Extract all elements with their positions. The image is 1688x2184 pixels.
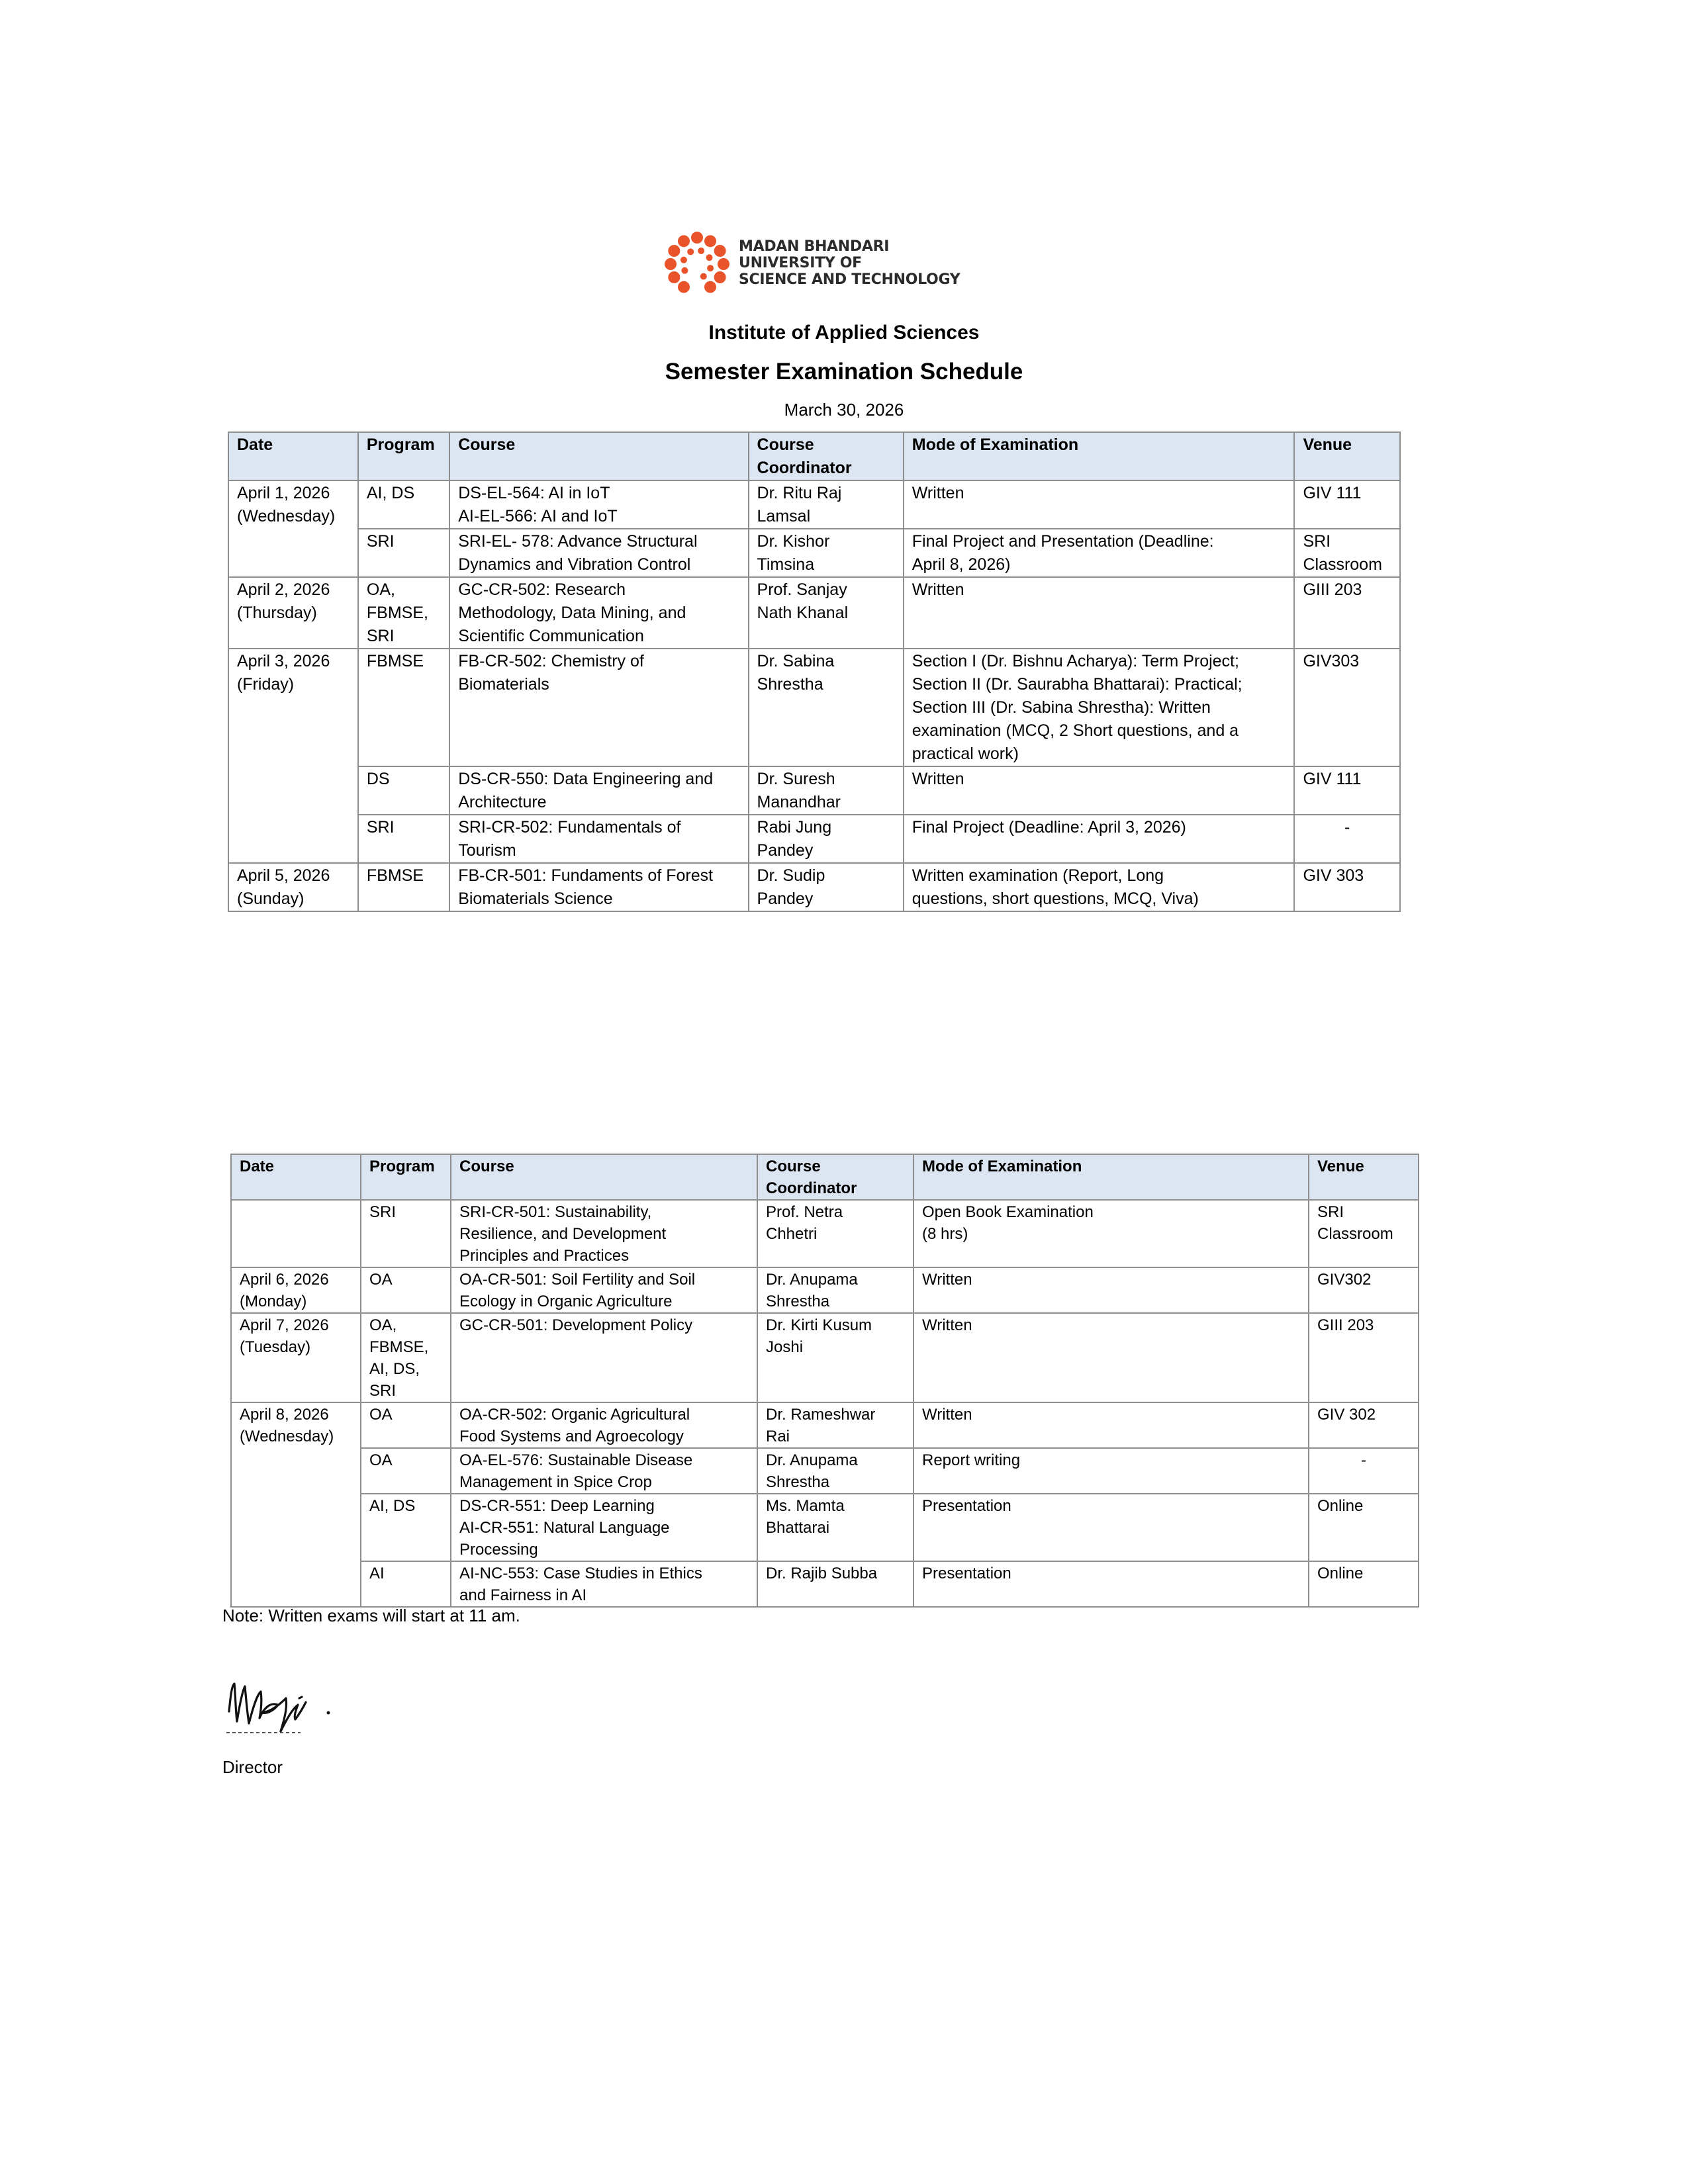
col-header-program: Program [358,432,449,480]
venue-cell: GIII 203 [1309,1313,1419,1402]
table-row [231,1402,1419,1448]
table-row [228,766,1400,815]
mode-cell: Written [904,766,1295,815]
schedule-table-1 [228,432,1401,912]
program-cell: FBMSE [358,863,449,911]
date-cell: April 7, 2026 (Tuesday) [231,1313,361,1402]
col-header-mode: Mode of Examination [914,1154,1309,1200]
coordinator-cell: Ms. Mamta Bhattarai [757,1494,914,1561]
mode-cell: Section I (Dr. Bishnu Acharya): Term Project; Section II (Dr. Saurabha Bhattarai): Practical; Section III (Dr. Sabina Shrestha): Written examination (MCQ, 2 Short questions, and a practical work) [904,649,1295,766]
program-cell: SRI [361,1200,451,1267]
program-cell: AI [361,1561,451,1607]
logo-text [739,238,960,288]
table-row [228,815,1400,863]
coordinator-cell: Dr. Sabina Shrestha [749,649,904,766]
venue-cell: GIV 111 [1294,766,1400,815]
course-cell: AI-NC-553: Case Studies in Ethics and Fairness in AI [451,1561,757,1607]
course-cell: FB-CR-501: Fundaments of Forest Biomaterials Science [449,863,748,911]
date-cell: April 8, 2026 (Wednesday) [231,1402,361,1607]
col-header-program: Program [361,1154,451,1200]
course-cell: SRI-CR-501: Sustainability, Resilience, and Development Principles and Practices [451,1200,757,1267]
coordinator-cell: Prof. Netra Chhetri [757,1200,914,1267]
col-header-coordinator: Course Coordinator [757,1154,914,1200]
logo-emblem-icon [662,229,732,299]
document-title: Semester Examination Schedule [665,359,1023,385]
table-row [228,480,1400,529]
col-header-mode: Mode of Examination [904,432,1295,480]
course-cell: OA-EL-576: Sustainable Disease Management in Spice Crop [451,1448,757,1494]
venue-cell: GIV 111 [1294,480,1400,529]
course-cell: GC-CR-501: Development Policy [451,1313,757,1402]
table-row [231,1200,1419,1267]
venue-cell: Online [1309,1561,1419,1607]
venue-cell: - [1294,815,1400,863]
exam-time-note: Note: Written exams will start at 11 am. [222,1606,520,1625]
mode-cell: Presentation [914,1494,1309,1561]
course-cell: DS-EL-564: AI in IoT AI-EL-566: AI and IoT [449,480,748,529]
course-cell: DS-CR-551: Deep Learning AI-CR-551: Natural Language Processing [451,1494,757,1561]
coordinator-cell: Dr. Rajib Subba [757,1561,914,1607]
date-cell: April 6, 2026 (Monday) [231,1267,361,1313]
coordinator-cell: Dr. Anupama Shrestha [757,1448,914,1494]
logo-line-1: MADAN BHANDARI [739,238,890,255]
table-header-row [228,432,1400,480]
venue-cell: GIV303 [1294,649,1400,766]
col-header-course: Course [449,432,748,480]
program-cell: OA, FBMSE, AI, DS, SRI [361,1313,451,1402]
coordinator-cell: Dr. Ritu Raj Lamsal [749,480,904,529]
program-cell: FBMSE [358,649,449,766]
table-header-row [231,1154,1419,1200]
program-cell: SRI [358,815,449,863]
venue-cell: SRI Classroom [1294,529,1400,577]
table-row [231,1448,1419,1494]
date-cell: April 2, 2026 (Thursday) [228,577,358,649]
table-row [231,1494,1419,1561]
venue-cell: GIV 302 [1309,1402,1419,1448]
course-cell: FB-CR-502: Chemistry of Biomaterials [449,649,748,766]
table-row [231,1267,1419,1313]
venue-cell: GIII 203 [1294,577,1400,649]
date-cell: April 5, 2026 (Sunday) [228,863,358,911]
col-header-course: Course [451,1154,757,1200]
coordinator-cell: Dr. Rameshwar Rai [757,1402,914,1448]
coordinator-cell: Dr. Anupama Shrestha [757,1267,914,1313]
coordinator-cell: Prof. Sanjay Nath Khanal [749,577,904,649]
program-cell: AI, DS [361,1494,451,1561]
coordinator-cell: Rabi Jung Pandey [749,815,904,863]
document-date: March 30, 2026 [784,400,904,420]
mode-cell: Final Project and Presentation (Deadline: April 8, 2026) [904,529,1295,577]
venue-cell: SRI Classroom [1309,1200,1419,1267]
mode-cell: Written [914,1402,1309,1448]
mode-cell: Open Book Examination (8 hrs) [914,1200,1309,1267]
mode-cell: Written [904,480,1295,529]
logo-line-3: SCIENCE AND TECHNOLOGY [739,271,961,288]
program-cell: DS [358,766,449,815]
coordinator-cell: Dr. Suresh Manandhar [749,766,904,815]
signatory-title: Director [222,1757,283,1777]
col-header-venue: Venue [1309,1154,1419,1200]
program-cell: OA [361,1448,451,1494]
mode-cell: Final Project (Deadline: April 3, 2026) [904,815,1295,863]
col-header-coordinator: Course Coordinator [749,432,904,480]
table-row [228,529,1400,577]
course-cell: DS-CR-550: Data Engineering and Architecture [449,766,748,815]
venue-cell: GIV 303 [1294,863,1400,911]
program-cell: SRI [358,529,449,577]
program-cell: OA [361,1267,451,1313]
table-row [231,1561,1419,1607]
program-cell: OA [361,1402,451,1448]
program-cell: OA, FBMSE, SRI [358,577,449,649]
col-header-date: Date [231,1154,361,1200]
mode-cell: Report writing [914,1448,1309,1494]
mode-cell: Written [914,1267,1309,1313]
venue-cell: - [1309,1448,1419,1494]
director-signature [221,1672,340,1745]
venue-cell: Online [1309,1494,1419,1561]
schedule-table-2 [230,1154,1419,1608]
date-cell: April 1, 2026 (Wednesday) [228,480,358,577]
mode-cell: Written [914,1313,1309,1402]
program-cell: AI, DS [358,480,449,529]
table-row [228,649,1400,766]
course-cell: SRI-CR-502: Fundamentals of Tourism [449,815,748,863]
venue-cell: GIV302 [1309,1267,1419,1313]
mode-cell: Written [904,577,1295,649]
table-row [228,863,1400,911]
col-header-venue: Venue [1294,432,1400,480]
course-cell: GC-CR-502: Research Methodology, Data Mining, and Scientific Communication [449,577,748,649]
university-logo [662,229,973,302]
coordinator-cell: Dr. Kishor Timsina [749,529,904,577]
mode-cell: Written examination (Report, Long questions, short questions, MCQ, Viva) [904,863,1295,911]
course-cell: OA-CR-502: Organic Agricultural Food Systems and Agroecology [451,1402,757,1448]
institute-name: Institute of Applied Sciences [708,322,980,343]
coordinator-cell: Dr. Sudip Pandey [749,863,904,911]
course-cell: OA-CR-501: Soil Fertility and Soil Ecology in Organic Agriculture [451,1267,757,1313]
course-cell: SRI-EL- 578: Advance Structural Dynamics and Vibration Control [449,529,748,577]
date-cell: April 3, 2026 (Friday) [228,649,358,863]
table-row [228,577,1400,649]
logo-line-2: UNIVERSITY OF [739,255,862,271]
table-row [231,1313,1419,1402]
coordinator-cell: Dr. Kirti Kusum Joshi [757,1313,914,1402]
col-header-date: Date [228,432,358,480]
date-cell [231,1200,361,1267]
mode-cell: Presentation [914,1561,1309,1607]
